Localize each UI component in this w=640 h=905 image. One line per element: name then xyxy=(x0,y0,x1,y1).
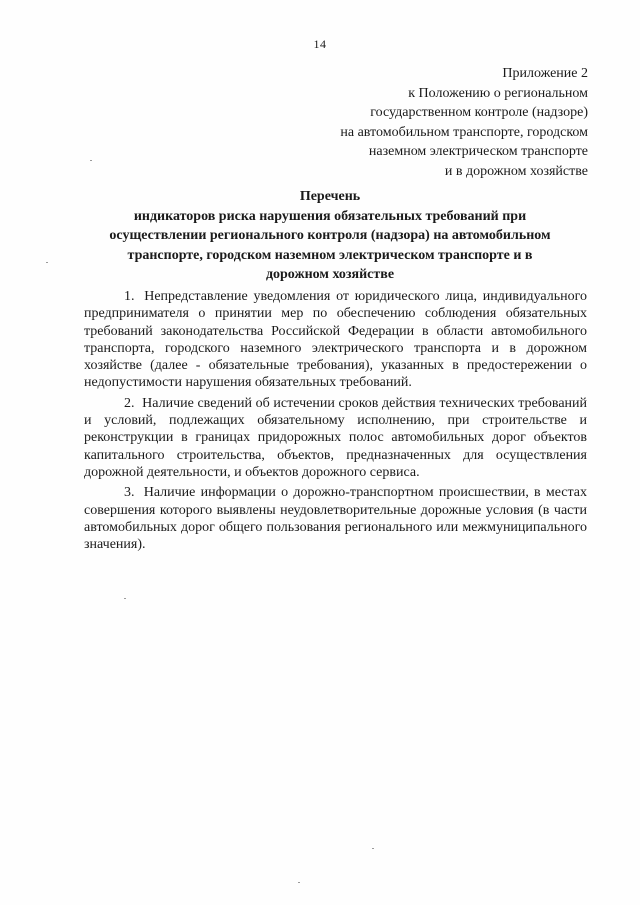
scan-speck xyxy=(298,882,300,883)
item-text: Наличие информации о дорожно-транспортном происшествии, в местах совершения которого выявлены неудовлетворительные дорожные условия (в части автомобильных дорог общего пользования регионального или межмуниципального значения). xyxy=(84,485,587,553)
scan-speck xyxy=(372,848,374,849)
title-line: транспорте, городском наземном электрическом транспорте и в xyxy=(127,247,533,263)
scan-speck xyxy=(124,598,126,599)
item-number: 3. xyxy=(124,485,135,501)
page-number: 14 xyxy=(313,37,327,51)
appendix-line: Приложение 2 xyxy=(502,66,588,81)
title-line: осуществлении регионального контроля (надзора) на автомобильном xyxy=(109,228,551,243)
scan-speck xyxy=(46,262,48,263)
item-text: Непредставление уведомления от юридического лица, индивидуального предпринимателя о принятии мер по обеспечению соблюдения обязательных требований законодательства Российской Федерации в области автомобильного транспорта, городского наземного электрического транспорта и в дорожном хозяйстве (далее - обязательные требования), указанных в предостережении о недопустимости нарушения обязательных требований. xyxy=(84,289,587,391)
appendix-header xyxy=(248,64,588,182)
appendix-line: государственном контроле (надзоре) xyxy=(370,105,588,121)
appendix-line: наземном электрическом транспорте xyxy=(368,144,588,160)
document-title xyxy=(80,187,580,285)
list-item xyxy=(84,288,587,392)
list-item xyxy=(84,395,587,481)
title-line: дорожном хозяйстве xyxy=(265,267,395,282)
title-line: индикаторов риска нарушения обязательных требований при xyxy=(133,208,527,224)
appendix-line: на автомобильном транспорте, городском xyxy=(340,124,588,140)
item-number: 2. xyxy=(124,395,135,411)
appendix-line: и в дорожном хозяйстве xyxy=(444,163,588,179)
item-text: Наличие сведений об истечении сроков действия технических требований и условий, подлежащих обязательному исполнению, при строительстве и реконструкции в границах придорожных полос автомобильных дорог объектов капитального строительства, объектов, предназначенных для осуществления дорожной деятельности, и объектов дорожного сервиса. xyxy=(84,395,588,480)
scan-speck xyxy=(90,160,92,161)
item-number: 1. xyxy=(124,289,135,304)
document-body xyxy=(84,288,587,556)
title-line: Перечень xyxy=(299,189,361,204)
appendix-line: к Положению о региональном xyxy=(408,85,588,101)
list-item xyxy=(84,484,587,553)
